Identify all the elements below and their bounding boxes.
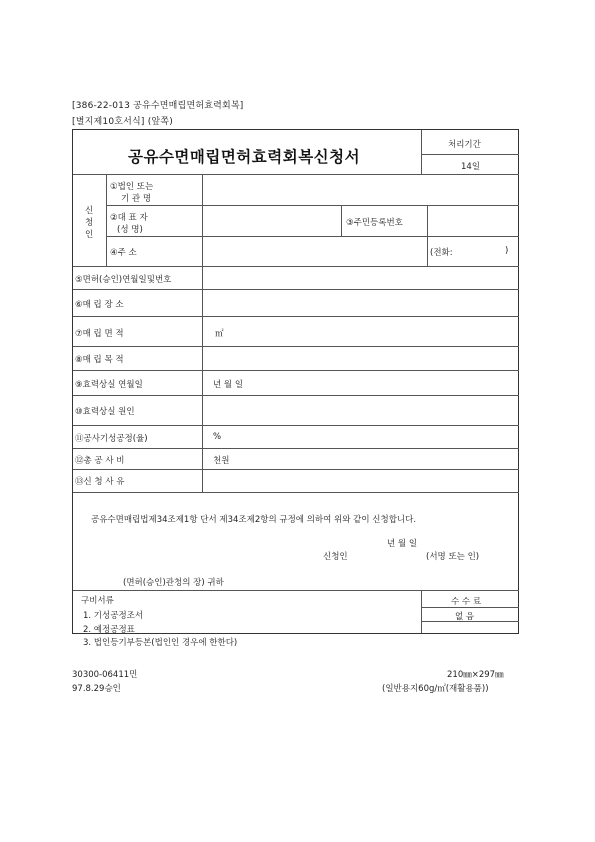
- grid-line: [427, 205, 428, 236]
- grid-line: [421, 590, 422, 633]
- grid-line: [73, 395, 519, 396]
- grid-line: [73, 492, 519, 493]
- reclamation-purpose-label: ⑧매 립 목 적: [75, 355, 124, 365]
- required-docs-title: 구비서류: [81, 596, 114, 606]
- corp-name-label: ①법인 또는: [110, 182, 154, 192]
- resident-number-label: ③주민등록번호: [346, 218, 403, 228]
- address-label: ④주 소: [110, 248, 137, 258]
- expiry-cause-label: ⑩효력상실 원인: [75, 407, 135, 417]
- reclamation-area-unit: ㎡: [215, 329, 224, 339]
- grid-line: [106, 205, 519, 206]
- phone-close: ): [505, 246, 509, 256]
- form-number: 30300-06411민: [72, 670, 138, 680]
- representative-label-2: (성 명): [117, 225, 143, 235]
- grid-line: [106, 236, 519, 237]
- fee-value: 없 음: [455, 612, 475, 622]
- license-date-label: ⑤면허(승인)연월일및번호: [75, 275, 172, 285]
- reclamation-site-label: ⑥매 립 장 소: [75, 300, 124, 310]
- form-code: [386-22-013 공유수면매립면허효력회복]: [72, 101, 244, 111]
- grid-line: [421, 154, 519, 155]
- grid-line: [421, 607, 519, 608]
- grid-line: [73, 316, 519, 317]
- grid-line: [73, 590, 519, 591]
- required-doc-item: 1. 기성공정조서: [83, 611, 144, 621]
- total-cost-label: ⑫총 공 사 비: [75, 456, 125, 466]
- fee-label: 수 수 료: [451, 597, 482, 607]
- grid-line: [421, 130, 422, 174]
- applicant-sign-label: 신청인: [323, 552, 348, 562]
- applicant-label-1: 신: [85, 206, 94, 216]
- phone-label: (전화:: [430, 248, 453, 258]
- application-statement: 공유수면매립법제34조제1항 단서 제34조제2항의 규정에 의하여 위와 같이 신청합니다.: [91, 515, 417, 525]
- addressee: (면허(승인)관청의 장) 귀하: [123, 578, 224, 588]
- applicant-label-3: 인: [85, 230, 94, 240]
- grid-line: [73, 370, 519, 371]
- representative-label: ②대 표 자: [110, 213, 148, 223]
- grid-line: [73, 266, 519, 267]
- grid-line: [73, 346, 519, 347]
- expiry-date-label: ⑨효력상실 연월일: [75, 380, 143, 390]
- expiry-date-value: 년 월 일: [213, 380, 244, 390]
- corp-name-label-2: 기 관 명: [121, 194, 152, 204]
- approval-date: 97.8.29승인: [72, 684, 121, 694]
- processing-period-label: 처리기간: [448, 140, 481, 150]
- grid-line: [73, 469, 519, 470]
- reclamation-area-label: ⑦매 립 면 적: [75, 329, 124, 339]
- grid-line: [73, 425, 519, 426]
- application-reason-label: ⑬신 청 사 유: [75, 477, 125, 487]
- progress-rate-unit: %: [213, 432, 222, 442]
- grid-line: [106, 174, 107, 266]
- required-doc-item: 2. 예정공정표: [83, 625, 135, 635]
- applicant-label-2: 청: [85, 218, 94, 228]
- total-cost-unit: 천원: [213, 456, 230, 466]
- paper-size: 210㎜×297㎜: [447, 670, 504, 680]
- grid-line: [73, 174, 519, 175]
- required-doc-item: 3. 법인등기부등본(법인인 경우에 한한다): [83, 638, 238, 648]
- application-form: [72, 129, 519, 648]
- progress-rate-label: ⑪공사기성공정(율): [75, 434, 148, 444]
- grid-line: [73, 448, 519, 449]
- form-annex: [별지제10호서식] (앞쪽): [72, 117, 173, 127]
- sign-hint: (서명 또는 인): [426, 552, 480, 562]
- grid-line: [202, 174, 203, 492]
- grid-line: [73, 289, 519, 290]
- processing-period-value: 14일: [461, 162, 481, 172]
- paper-spec: (일반용지60g/㎡(재활용품)): [382, 684, 489, 694]
- grid-line: [427, 236, 428, 266]
- grid-line: [341, 205, 342, 236]
- date-line: 년 월 일: [387, 539, 418, 549]
- form-title: 공유수면매립면허효력회복신청서: [128, 148, 361, 166]
